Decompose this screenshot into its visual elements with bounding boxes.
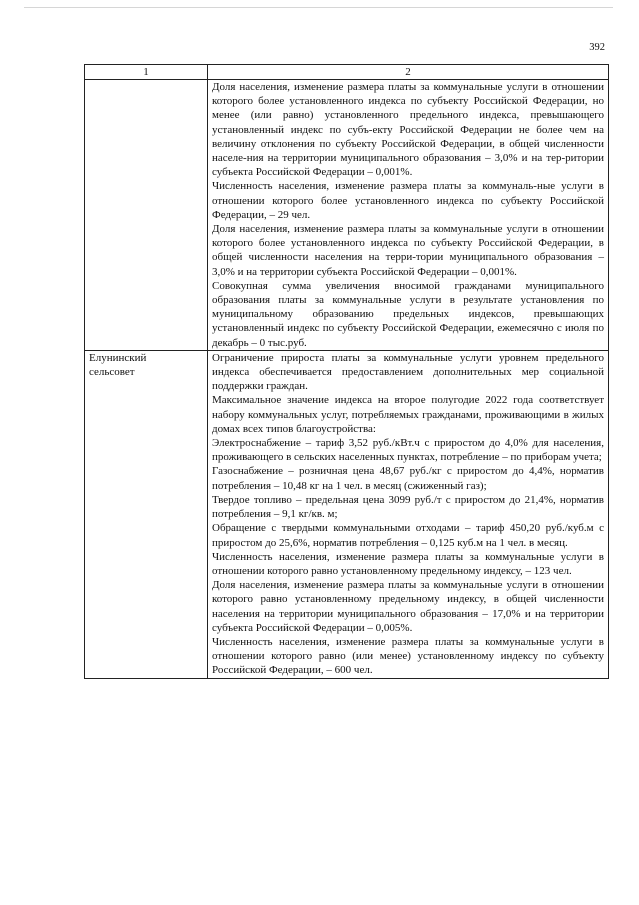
description-cell bbox=[208, 80, 609, 351]
table-header-row bbox=[85, 65, 609, 80]
paragraph: Доля населения, изменение размера платы за коммунальные услуги в отношении которого равно установленному предельному индексу, в общей численности населения на территории муниципального образования – 17,0% и на территории субъекта Российской Федерации – 0,005%. bbox=[212, 579, 604, 634]
description-cell bbox=[208, 350, 609, 678]
paragraph: Электроснабжение – тариф 3,52 руб./кВт.ч с приростом до 4,0% для населения, проживающего в сельских населенных пунктах, потребление – по приборам учета; bbox=[212, 437, 604, 464]
paragraph: Газоснабжение – розничная цена 48,67 руб./кг с приростом до 4,4%, норматив потребления – 10,48 кг на 1 чел. в месяц (сжиженный газ); bbox=[212, 465, 604, 492]
paragraph: Доля населения, изменение размера платы за коммунальные услуги в отношении которого более установленного индекса по субъекту Российской Федерации, в общей численности населения на терри-тории муниципального образования – 3,0% и на территории субъекта Российской Федерации – 0,001%. bbox=[212, 223, 604, 278]
paragraph: Твердое топливо – предельная цена 3099 руб./т с приростом до 21,4%, норматив потребления – 9,1 кг/кв. м; bbox=[212, 493, 604, 521]
municipality-cell bbox=[85, 350, 208, 678]
column-header-1: 1 bbox=[85, 65, 208, 80]
municipality-name: Елунинский bbox=[89, 351, 147, 364]
table-row bbox=[85, 80, 609, 351]
paragraph: Ограничение прироста платы за коммунальные услуги уровнем предельного индекса обеспечивается предоставлением дополнительных мер социальной поддержки граждан. bbox=[212, 351, 604, 393]
column-header-2: 2 bbox=[208, 65, 609, 80]
top-rule bbox=[24, 7, 613, 8]
paragraph: Численность населения, изменение размера платы за коммуналь-ные услуги в отношении которого более установленного индекса по субъекту Российской Федерации, – 29 чел. bbox=[212, 180, 604, 221]
paragraph: Совокупная сумма увеличения вносимой гражданами муниципального образования платы за коммунальные услуги в результате установления по муниципальному образованию предельных индексов, превышающих установленный индекс по субъекту Российской Федерации, ежемесячно с июля по декабрь – 0 тыс.руб. bbox=[212, 279, 604, 349]
municipality-name: сельсовет bbox=[89, 366, 135, 379]
paragraph: Обращение с твердыми коммунальными отходами – тариф 450,20 руб./куб.м с приростом до 25,6%, норматив потребления – 0,125 куб.м на 1 чел. в месяц. bbox=[212, 522, 604, 549]
municipality-cell bbox=[85, 80, 208, 351]
paragraph: Численность населения, изменение размера платы за коммунальные услуги в отношении которого равно установленному предельному индексу, – 123 чел. bbox=[212, 550, 604, 577]
paragraph: Численность населения, изменение размера платы за коммунальные услуги в отношении которого равно (или менее) установленному индексу по субъекту Российской Федерации, – 600 чел. bbox=[212, 635, 604, 677]
paragraph: Доля населения, изменение размера платы за коммунальные услуги в отношении которого более установленного индекса по субъекту Российской Федерации, но менее (или равно) установленного предельного индекса, превышающего установленный индекс по субъ-екту Российской Федерации не более чем на величину отклонения по субъекту Российской Федерации, в общей численности населе-ния на территории муниципального образования – 3,0% и на тер-ритории субъекта Российской Федерации – 0,001%. bbox=[212, 81, 604, 179]
page-number: 392 bbox=[589, 42, 605, 53]
table-row bbox=[85, 350, 609, 678]
document-table bbox=[84, 64, 609, 679]
paragraph: Максимальное значение индекса на второе полугодие 2022 года соответствует набору коммунальных услуг, потребляемых гражданами, проживающими в жилых домах всех типов благоустройства: bbox=[212, 394, 604, 435]
